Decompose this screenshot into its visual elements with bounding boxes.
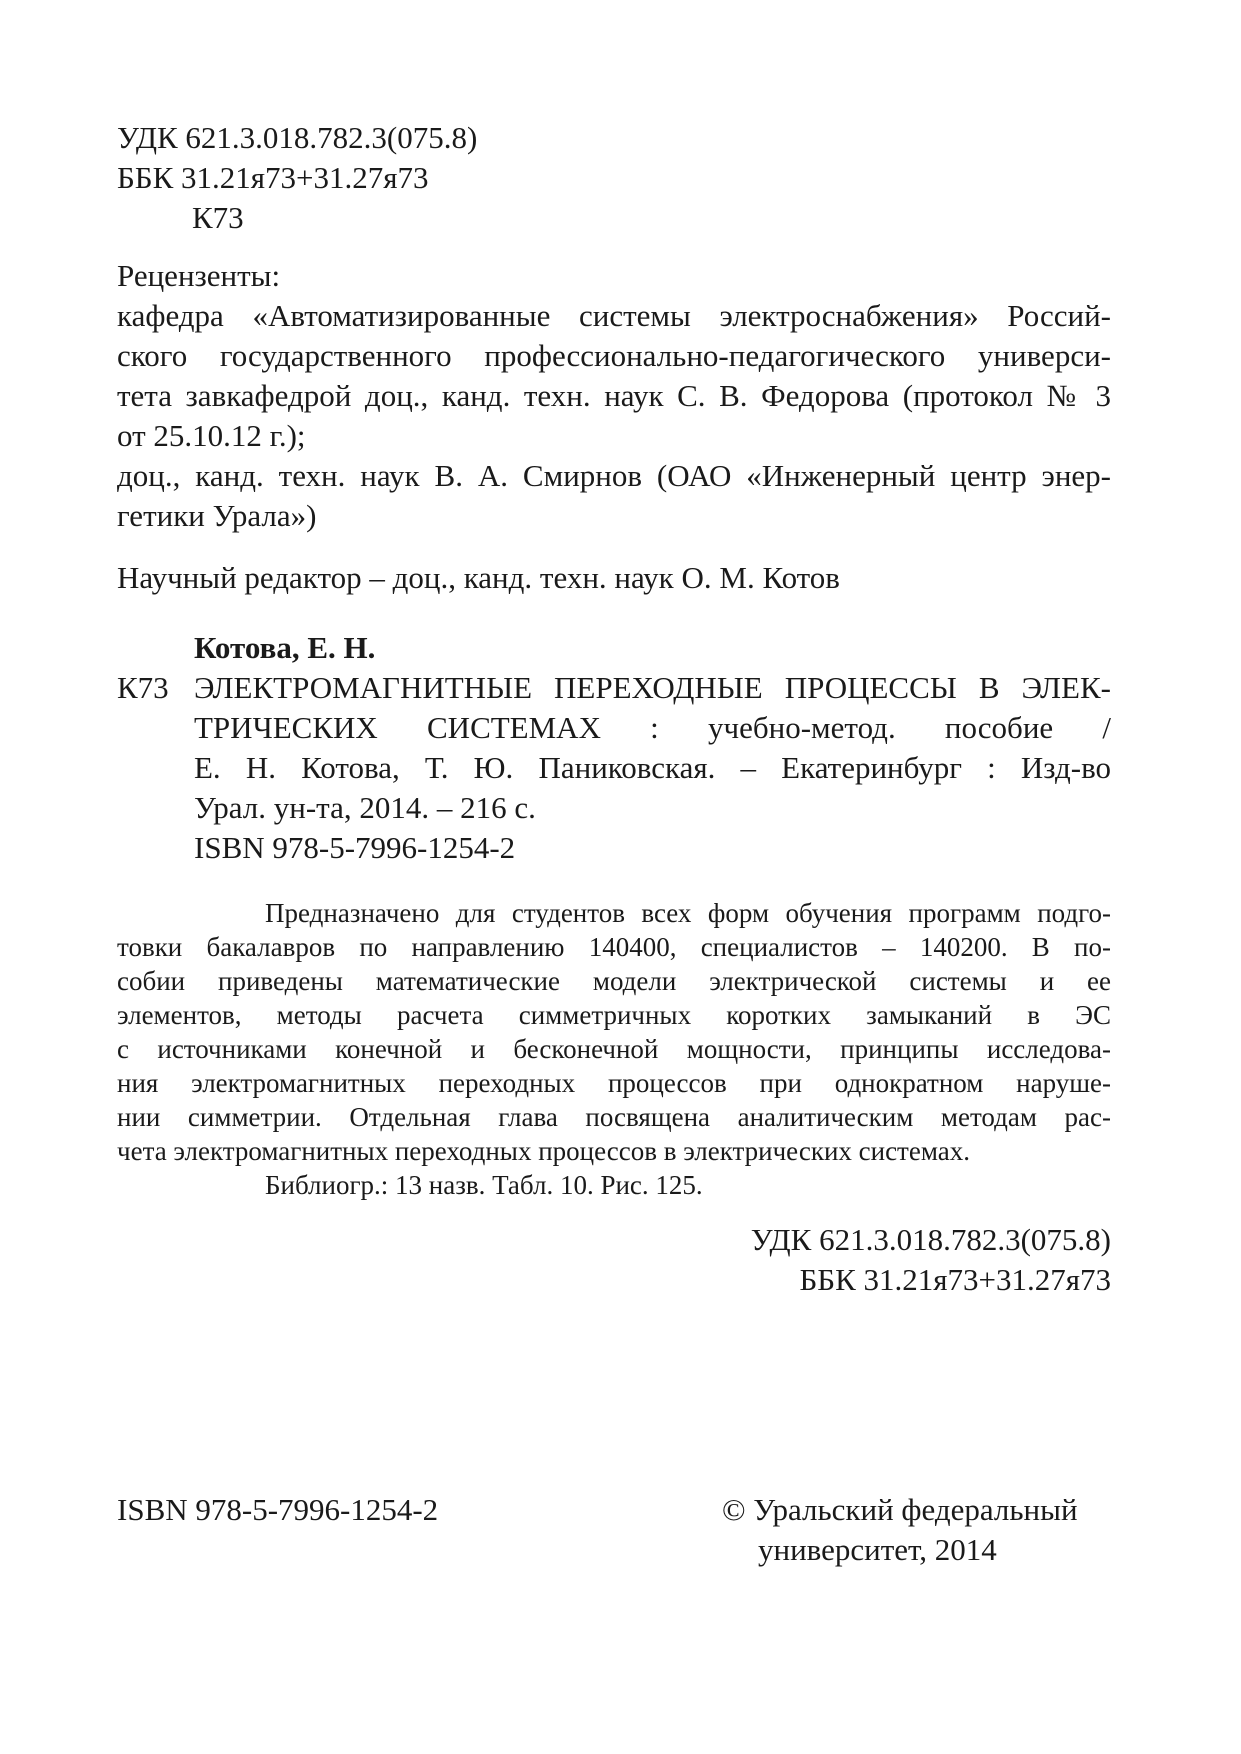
reviewers-line: кафедра «Автоматизированные системы электроснабжения» Россий- — [117, 298, 1111, 333]
annotation — [117, 896, 1111, 1202]
copyright-line: университет, 2014 — [758, 1532, 997, 1567]
footer-isbn: ISBN 978-5-7996-1254-2 — [117, 1492, 439, 1527]
annotation-biblio: Библиогр.: 13 назв. Табл. 10. Рис. 125. — [265, 1170, 703, 1200]
annotation-line: товки бакалавров по направлению 140400, специалистов – 140200. В по- — [117, 932, 1111, 962]
bib-line: ЭЛЕКТРОМАГНИТНЫЕ ПЕРЕХОДНЫЕ ПРОЦЕССЫ В ЭЛЕК- — [194, 670, 1111, 705]
copyright — [722, 1490, 1078, 1570]
annotation-line: элементов, методы расчета симметричных коротких замыканий в ЭС — [117, 1000, 1111, 1030]
reviewers-line: от 25.10.12 г.); — [117, 418, 306, 453]
udk-code: УДК 621.3.018.782.3(075.8) — [117, 120, 478, 155]
reviewers-line: доц., канд. техн. наук В. А. Смирнов (ОАО «Инженерный центр энер- — [117, 458, 1111, 493]
bbk-code: ББК 31.21я73+31.27я73 — [117, 160, 429, 195]
bbk-code-bottom: ББК 31.21я73+31.27я73 — [799, 1262, 1111, 1297]
reviewers-line: ского государственного профессионально-педагогического универси- — [117, 338, 1111, 373]
reviewers-line: гетики Урала») — [117, 498, 317, 533]
bib-line: Урал. ун-та, 2014. – 216 с. — [194, 790, 536, 825]
bib-line: Е. Н. Котова, Т. Ю. Паниковская. – Екатеринбург : Изд-во — [194, 750, 1111, 785]
bib-line: ТРИЧЕСКИХ СИСТЕМАХ : учебно-метод. пособие / — [194, 710, 1111, 745]
reviewers-line: тета завкафедрой доц., канд. техн. наук С. В. Федорова (протокол № 3 — [117, 378, 1111, 413]
annotation-line: чета электромагнитных переходных процессов в электрических системах. — [117, 1136, 970, 1166]
annotation-line: собии приведены математические модели электрической системы и ее — [117, 966, 1111, 996]
copyright-line: © Уральский федеральный — [722, 1492, 1078, 1527]
reviewers-block — [117, 256, 1111, 536]
classification-top — [117, 118, 477, 238]
editor-line: Научный редактор – доц., канд. техн. наук О. М. Котов — [117, 560, 840, 595]
annotation-line: с источниками конечной и бесконечной мощности, принципы исследова- — [117, 1034, 1111, 1064]
bib-record — [194, 668, 1111, 828]
reviewers-heading: Рецензенты: — [117, 258, 281, 293]
scientific-editor — [117, 558, 840, 598]
bib-isbn: ISBN 978-5-7996-1254-2 — [194, 830, 516, 865]
annotation-line: Предназначено для студентов всех форм обучения программ подго- — [265, 898, 1111, 928]
author-mark: К73 — [192, 200, 244, 235]
bib-author: Котова, Е. Н. — [194, 630, 376, 665]
udk-code-bottom: УДК 621.3.018.782.3(075.8) — [750, 1222, 1111, 1257]
annotation-line: ния электромагнитных переходных процессов при однократном наруше- — [117, 1068, 1111, 1098]
annotation-line: нии симметрии. Отдельная глава посвящена аналитическим методам рас- — [117, 1102, 1111, 1132]
classification-bottom — [751, 1220, 1111, 1300]
bib-mark: К73 — [117, 670, 169, 705]
